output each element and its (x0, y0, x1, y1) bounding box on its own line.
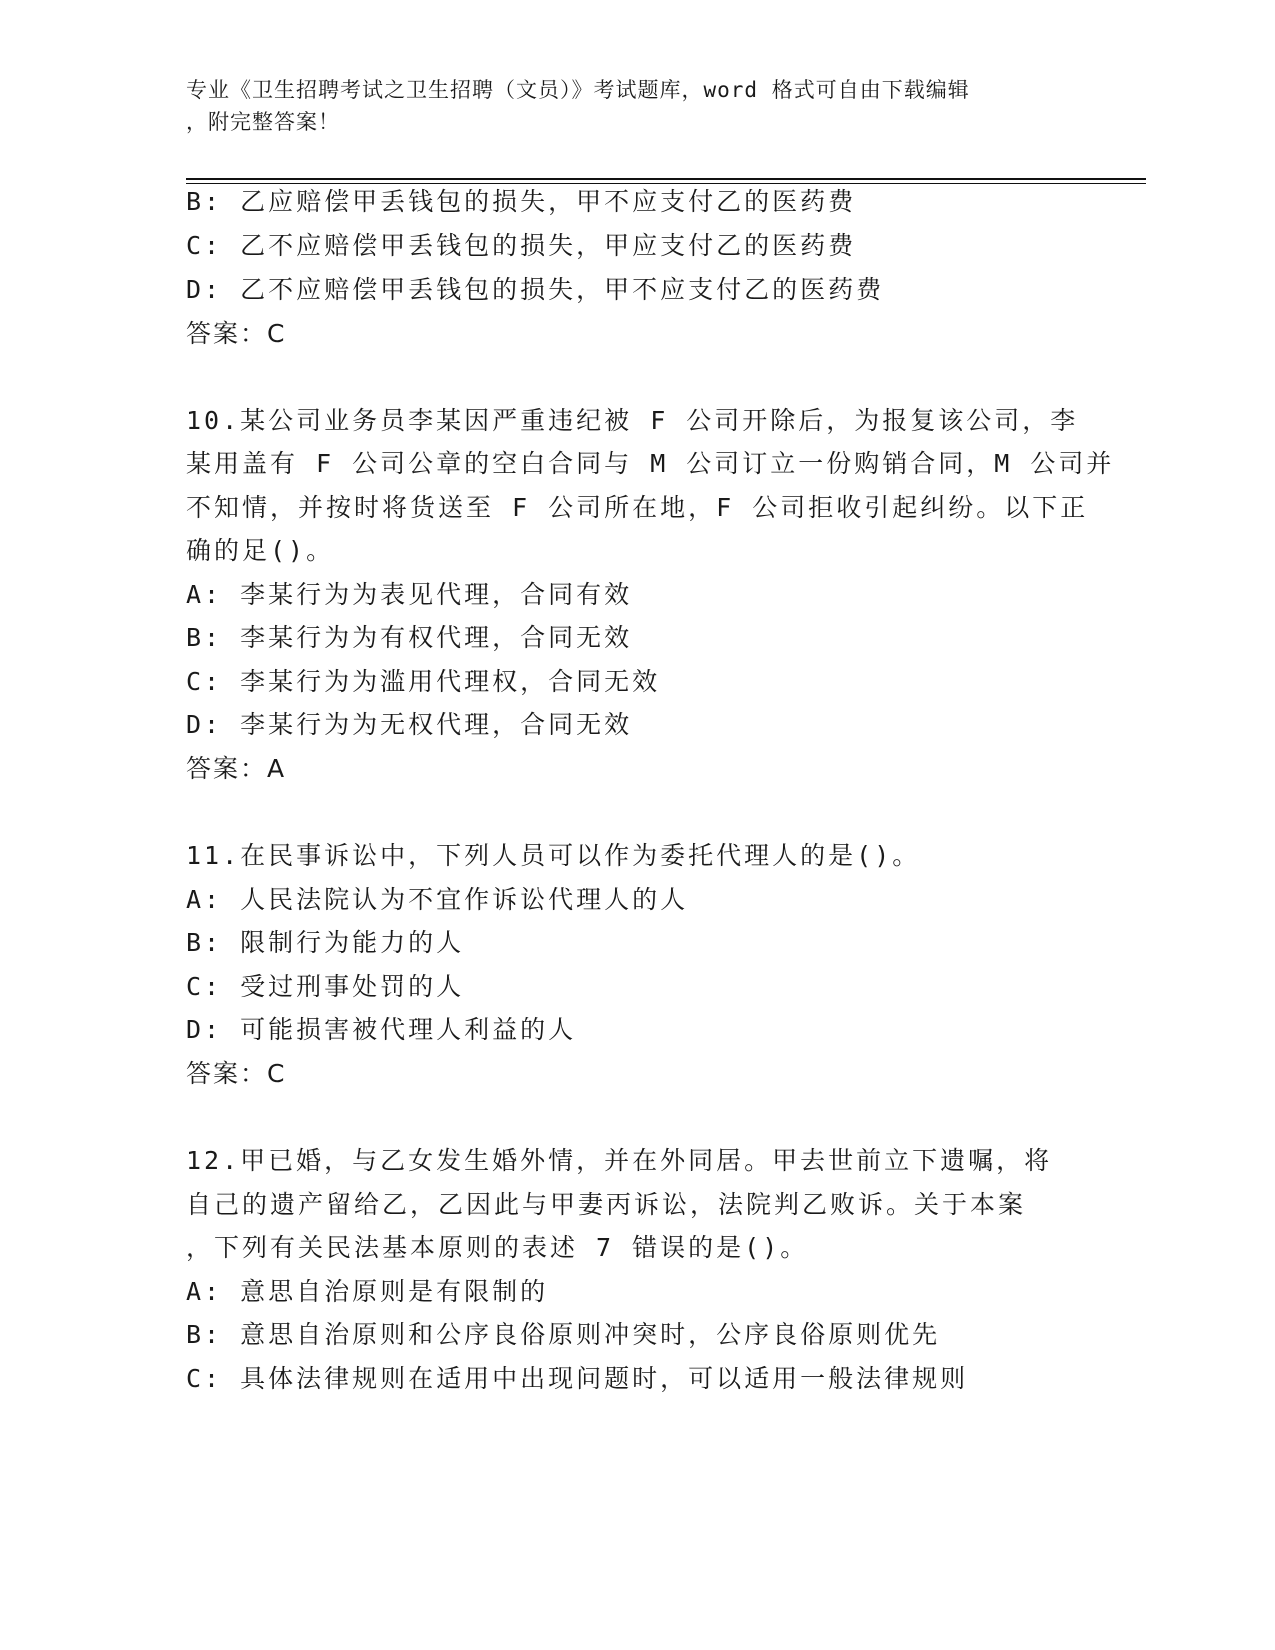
q12-option-a: A: 意思自治原则是有限制的 (186, 1277, 549, 1306)
header-divider-thin (186, 183, 1146, 184)
q11-stem-line-1: 11.在民事诉讼中，下列人员可以作为委托代理人的是()。 (186, 841, 921, 870)
document-header (186, 74, 1066, 138)
q10-option-d: D: 李某行为为无权代理，合同无效 (186, 710, 633, 739)
header-title-line-2: ，附完整答案！ (186, 110, 340, 134)
header-divider-thick (186, 178, 1146, 180)
q9-answer: 答案：C (186, 319, 287, 348)
q10-stem-line-3: 不知情，并按时将货送至 F 公司所在地，F 公司拒收引起纠纷。以下正 (186, 493, 1089, 522)
q10-option-c: C: 李某行为为滥用代理权，合同无效 (186, 667, 661, 696)
header-title-line-1: 专业《卫生招聘考试之卫生招聘（文员）》考试题库，word 格式可自由下载编辑 (186, 78, 970, 102)
q10-answer: 答案：A (186, 754, 287, 783)
q11-option-d: D: 可能损害被代理人利益的人 (186, 1015, 577, 1044)
q10-stem-line-4: 确的足()。 (186, 536, 335, 565)
q12-option-b: B: 意思自治原则和公序良俗原则冲突时，公序良俗原则优先 (186, 1320, 941, 1349)
q11-option-c: C: 受过刑事处罚的人 (186, 972, 465, 1001)
q9-option-d: D: 乙不应赔偿甲丢钱包的损失，甲不应支付乙的医药费 (186, 275, 885, 304)
q12-stem-line-3: ，下列有关民法基本原则的表述 7 错误的是()。 (186, 1233, 809, 1262)
q11-answer: 答案：C (186, 1059, 287, 1088)
q9-option-c: C: 乙不应赔偿甲丢钱包的损失，甲应支付乙的医药费 (186, 231, 857, 260)
q11-option-a: A: 人民法院认为不宜作诉讼代理人的人 (186, 885, 689, 914)
q12-stem-line-2: 自己的遗产留给乙，乙因此与甲妻丙诉讼，法院判乙败诉。关于本案 (186, 1190, 1027, 1219)
q9-option-b: B: 乙应赔偿甲丢钱包的损失，甲不应支付乙的医药费 (186, 187, 857, 216)
q10-option-a: A: 李某行为为表见代理，合同有效 (186, 580, 633, 609)
q11-option-b: B: 限制行为能力的人 (186, 928, 465, 957)
q12-stem-line-1: 12.甲已婚，与乙女发生婚外情，并在外同居。甲去世前立下遗嘱，将 (186, 1146, 1053, 1175)
q10-option-b: B: 李某行为为有权代理，合同无效 (186, 623, 633, 652)
q12-option-c: C: 具体法律规则在适用中出现问题时，可以适用一般法律规则 (186, 1364, 969, 1393)
q10-stem-line-1: 10.某公司业务员李某因严重违纪被 F 公司开除后，为报复该公司，李 (186, 406, 1079, 435)
q10-stem-line-2: 某用盖有 F 公司公章的空白合同与 M 公司订立一份购销合同，M 公司并 (186, 449, 1115, 478)
